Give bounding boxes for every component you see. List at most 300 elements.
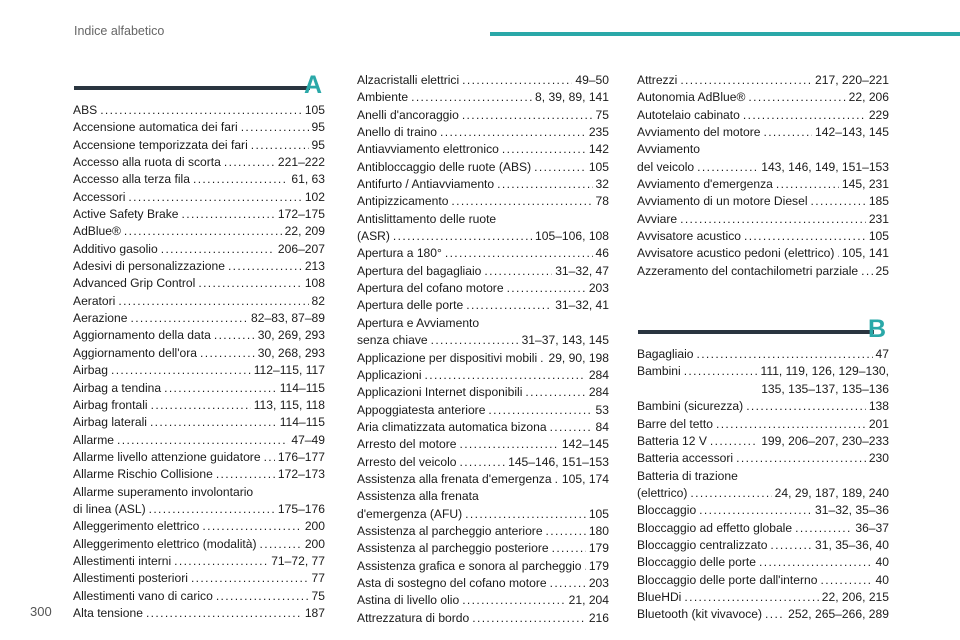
index-entry-term: ABS <box>73 103 98 117</box>
index-entry-term: Aeratori <box>73 293 116 308</box>
index-entry <box>637 193 889 210</box>
index-entry-term: Autonomia AdBlue® <box>637 90 746 105</box>
index-entry-pages: 200 <box>304 536 325 551</box>
dot-leader <box>182 206 275 223</box>
index-entry <box>637 572 889 589</box>
dot-leader <box>459 454 505 471</box>
dot-leader <box>690 485 771 502</box>
index-entry <box>357 350 609 367</box>
index-entry-term: Arresto del veicolo <box>357 454 457 469</box>
index-entry-term: Asta di sostegno del cofano motore <box>357 575 547 590</box>
index-entry <box>637 450 889 467</box>
dot-leader <box>161 241 275 258</box>
index-entry-term: Anelli d'ancoraggio <box>357 107 459 122</box>
index-entry <box>637 228 889 245</box>
dot-leader <box>224 154 275 171</box>
dot-leader <box>736 450 866 467</box>
index-entry <box>357 471 609 488</box>
index-entry-term: Allestimenti vano di carico <box>73 588 213 603</box>
index-entry-term: Alzacristalli elettrici <box>357 73 460 87</box>
section-letter: B <box>867 315 886 344</box>
index-entry-pages: 113, 115, 118 <box>253 397 325 412</box>
dot-leader <box>459 436 558 453</box>
index-entry-pages: 31–37, 143, 145 <box>521 333 609 348</box>
index-entry-term: (elettrico) <box>637 485 688 500</box>
index-entry <box>357 245 609 262</box>
index-entry <box>73 414 325 431</box>
index-entry <box>637 124 889 141</box>
index-entry <box>73 206 325 223</box>
index-entry-pages: 95 <box>311 120 325 135</box>
index-entry <box>73 171 325 188</box>
index-entry-pages: 31–32, 47 <box>555 263 609 278</box>
index-entry <box>73 570 325 587</box>
index-entry-term: Avviamento di un motore Diesel <box>637 194 808 209</box>
dot-leader <box>550 419 593 436</box>
index-entry-pages: 75 <box>311 588 325 603</box>
index-entry-term: Aria climatizzata automatica bizona <box>357 419 547 434</box>
index-entry-term: Assistenza al parcheggio posteriore <box>357 541 549 556</box>
index-entry-term: Aggiornamento dell'ora <box>73 345 197 360</box>
index-entry-term: Adesivi di personalizzazione <box>73 259 225 274</box>
index-entry-pages: 31–32, 41 <box>555 298 609 313</box>
dot-leader <box>445 245 593 262</box>
index-entry-term: Appoggiatesta anteriore <box>357 402 486 417</box>
dot-leader <box>193 171 288 188</box>
index-entry-pages: 49–50 <box>575 73 609 87</box>
index-entry <box>357 280 609 297</box>
index-entry <box>73 241 325 258</box>
dot-leader <box>759 554 873 571</box>
index-entry <box>357 540 609 557</box>
index-entry <box>357 402 609 419</box>
dot-leader <box>251 137 309 154</box>
index-entry-term: Avvisatore acustico <box>637 229 741 244</box>
index-entry <box>637 398 889 415</box>
index-entry-term: Attrezzatura di bordo <box>357 610 470 625</box>
index-entry-pages: 78 <box>595 194 609 209</box>
index-entry <box>73 397 325 414</box>
index-entry <box>357 228 609 245</box>
index-entry-term: Avvisatore acustico pedoni (elettrico) <box>637 246 835 261</box>
dot-leader <box>550 575 586 592</box>
index-entry-pages: 142 <box>588 142 609 157</box>
index-entry-pages: 179 <box>588 541 609 556</box>
index-entry-pages: 143, 146, 149, 151–153 <box>761 159 889 174</box>
index-entry-term: Bambini (sicurezza) <box>637 399 744 414</box>
index-entry <box>357 332 609 349</box>
index-entry-term: Apertura a 180° <box>357 246 442 261</box>
dot-leader <box>241 119 309 136</box>
index-entry <box>73 310 325 327</box>
index-entry <box>357 72 609 89</box>
index-entry-term: Advanced Grip Control <box>73 276 196 291</box>
dot-leader <box>124 223 282 240</box>
index-entry <box>73 102 325 119</box>
dot-leader <box>585 558 586 575</box>
dot-leader <box>555 471 559 488</box>
dot-leader <box>765 606 785 623</box>
index-entry <box>357 610 609 627</box>
index-entry <box>357 124 609 141</box>
index-entry-term: Applicazione per dispositivi mobili <box>357 350 538 365</box>
index-entry-term: Barre del tetto <box>637 416 713 431</box>
index-entry-pages: 105, 174 <box>561 471 609 486</box>
index-column-3 <box>637 72 889 624</box>
index-entry <box>73 189 325 206</box>
dot-leader <box>820 572 872 589</box>
index-entry <box>73 466 325 483</box>
index-entry-pages: 30, 269, 293 <box>257 328 325 343</box>
index-entry-pages: 284 <box>588 385 609 400</box>
dot-leader <box>146 605 302 622</box>
index-entry-term: Aggiornamento della data <box>73 328 211 343</box>
index-entry-term: Assistenza alla frenata d'emergenza <box>357 471 552 486</box>
index-entry-pages: 47–49 <box>291 432 325 447</box>
index-entry-term: Airbag a tendina <box>73 380 162 395</box>
dot-leader <box>744 228 866 245</box>
index-entry-pages: 199, 206–207, 230–233 <box>761 433 889 448</box>
index-entry <box>73 327 325 344</box>
dot-leader <box>763 124 812 141</box>
index-entry-pages: 36–37 <box>855 520 889 535</box>
index-entry-pages: 138 <box>868 399 889 414</box>
index-entry-term: Batteria 12 V <box>637 433 707 448</box>
index-entry-term: Batteria di trazione <box>637 468 738 483</box>
index-entry-term: Airbag frontali <box>73 397 148 412</box>
index-entry <box>73 223 325 240</box>
index-entry-pages: 77 <box>311 571 325 586</box>
dot-leader <box>462 107 593 124</box>
index-entry-pages: 142–143, 145 <box>815 125 889 140</box>
dot-leader <box>174 553 268 570</box>
index-entry-pages: 203 <box>588 575 609 590</box>
index-entry-pages: 114–115 <box>279 415 325 430</box>
index-entry-pages: 231 <box>868 211 889 226</box>
dot-leader <box>393 228 532 245</box>
index-entry-pages: 108 <box>304 276 325 291</box>
index-entry-pages: 22, 209 <box>284 224 325 239</box>
index-entry <box>73 553 325 570</box>
index-entry-term: Bloccaggio centralizzato <box>637 537 768 552</box>
index-entry-pages: 24, 29, 187, 189, 240 <box>774 485 889 500</box>
index-entry-term: Allarme <box>73 432 114 447</box>
dot-leader <box>198 275 301 292</box>
index-entry <box>73 119 325 136</box>
dot-leader <box>264 449 275 466</box>
dot-leader <box>149 501 275 518</box>
index-entry-term: del veicolo <box>637 159 695 174</box>
index-entry-pages: 201 <box>868 416 889 431</box>
index-entry <box>73 154 325 171</box>
index-entry-term: Arresto del motore <box>357 437 457 452</box>
index-entry <box>73 588 325 605</box>
index-entry-term: Bagagliaio <box>637 347 694 362</box>
index-entry-pages: 217, 220–221 <box>815 73 889 87</box>
index-entry <box>637 89 889 106</box>
index-entry-term: Astina di livello olio <box>357 593 460 608</box>
dot-leader <box>484 263 552 280</box>
index-entry-term: di linea (ASL) <box>73 501 146 516</box>
dot-leader <box>861 263 872 280</box>
index-entry <box>637 263 889 280</box>
dot-leader <box>743 107 866 124</box>
dot-leader <box>100 102 302 119</box>
index-entry-pages: 187 <box>304 605 325 620</box>
dot-leader <box>502 141 586 158</box>
index-entry-pages: 172–173 <box>277 467 325 482</box>
dot-leader <box>697 159 758 176</box>
index-entry <box>357 575 609 592</box>
index-entry <box>357 506 609 523</box>
index-entry <box>73 258 325 275</box>
dot-leader <box>684 363 758 380</box>
dot-leader <box>684 589 818 606</box>
index-entry-pages-continued: 135, 135–137, 135–136 <box>761 381 889 396</box>
index-entry <box>73 345 325 362</box>
dot-leader <box>534 159 586 176</box>
index-entry-pages: 213 <box>304 259 325 274</box>
index-entries <box>637 346 889 624</box>
index-entry-pages: 75 <box>595 107 609 122</box>
index-entry-pages: 112–115, 117 <box>253 363 325 378</box>
index-entry <box>73 293 325 310</box>
dot-leader <box>462 72 572 89</box>
index-entry-pages: 284 <box>588 367 609 382</box>
dot-leader <box>130 310 248 327</box>
index-entry-pages: 176–177 <box>277 449 325 464</box>
index-entry <box>357 419 609 436</box>
dot-leader <box>117 432 288 449</box>
dot-leader <box>151 397 251 414</box>
index-entry-pages: 31–32, 35–36 <box>815 503 889 518</box>
index-entry-term: Avviamento <box>637 142 700 157</box>
dot-leader <box>200 345 255 362</box>
index-entry-term: Anello di traino <box>357 125 438 140</box>
index-entry-term: Apertura e Avviamento <box>357 315 480 330</box>
index-entry-term: Ambiente <box>357 90 409 105</box>
index-entry-term: (ASR) <box>357 229 390 244</box>
index-entry-term: Airbag <box>73 363 108 378</box>
index-entry <box>357 454 609 471</box>
header-accent-bar <box>490 32 960 36</box>
index-entry <box>73 518 325 535</box>
index-entry <box>73 432 325 449</box>
index-entry-term: Attrezzi <box>637 73 678 87</box>
index-entry <box>73 605 325 622</box>
index-entry-term: Apertura del bagagliaio <box>357 263 482 278</box>
dot-leader <box>150 414 277 431</box>
index-entry-pages: 82 <box>311 293 325 308</box>
index-entry <box>357 89 609 106</box>
index-entry-pages: 40 <box>875 555 889 570</box>
dot-leader <box>228 258 302 275</box>
dot-leader <box>837 245 839 262</box>
index-entry <box>357 297 609 314</box>
section-header-a <box>73 72 325 98</box>
index-entry-pages: 230 <box>868 451 889 466</box>
index-entry <box>637 606 889 623</box>
index-entry-pages: 216 <box>588 610 609 625</box>
dot-leader <box>164 380 277 397</box>
index-entry-term: Assistenza grafica e sonora al parcheggio <box>357 558 582 573</box>
dot-leader <box>552 540 586 557</box>
index-entry-pages: 175–176 <box>277 501 325 516</box>
index-entry-term: Accessori <box>73 189 126 204</box>
dot-leader <box>680 211 866 228</box>
index-entry-pages: 46 <box>595 246 609 261</box>
index-entry-term: Allestimenti posteriori <box>73 571 188 586</box>
index-entry <box>637 211 889 228</box>
index-entry <box>637 554 889 571</box>
dot-leader <box>770 537 812 554</box>
index-entry-pages: 22, 206, 215 <box>821 589 889 604</box>
index-entry-pages: 82–83, 87–89 <box>251 311 325 326</box>
index-entry-pages: 32 <box>595 177 609 192</box>
dot-leader <box>128 189 301 206</box>
index-entry-pages: 145, 231 <box>841 177 889 192</box>
dot-leader <box>540 350 545 367</box>
index-entry <box>357 107 609 124</box>
index-entry-term: Bloccaggio delle porte <box>637 555 757 570</box>
index-entry-pages: 95 <box>311 137 325 152</box>
index-entry-term: Allestimenti interni <box>73 553 172 568</box>
index-entry-pages: 53 <box>595 402 609 417</box>
index-entry-pages: 40 <box>875 572 889 587</box>
index-entry <box>637 502 889 519</box>
index-entry <box>73 380 325 397</box>
index-entry-term: Antiavviamento elettronico <box>357 142 499 157</box>
index-column-2 <box>357 72 609 627</box>
index-entry <box>637 346 889 363</box>
dot-leader <box>260 536 302 553</box>
index-entry-pages: 105 <box>304 103 325 117</box>
dot-leader <box>497 176 592 193</box>
section-spacer <box>637 280 889 316</box>
index-entry-term: Applicazioni <box>357 367 422 382</box>
index-entry-term: Bambini <box>637 364 681 379</box>
index-entry-term: Antibloccaggio delle ruote (ABS) <box>357 159 532 174</box>
index-entry-term: Allarme livello attenzione guidatore <box>73 449 261 464</box>
index-entry-term: Antislittamento delle ruote <box>357 211 497 226</box>
index-entry-pages: 229 <box>868 107 889 122</box>
section-letter: A <box>303 71 322 99</box>
dot-leader <box>440 124 586 141</box>
index-entry-pages: 235 <box>588 125 609 140</box>
index-entry-pages: 25 <box>875 263 889 278</box>
dot-leader <box>451 193 592 210</box>
index-entry <box>357 436 609 453</box>
index-entry-term: Antipizzicamento <box>357 194 449 209</box>
dot-leader <box>472 610 586 627</box>
index-entry-pages: 200 <box>304 519 325 534</box>
dot-leader <box>466 297 552 314</box>
dot-leader <box>202 518 301 535</box>
dot-leader <box>191 570 309 587</box>
index-entry <box>73 137 325 154</box>
index-entry-pages: 221–222 <box>277 155 325 170</box>
index-entry-term: Active Safety Brake <box>73 207 179 222</box>
index-entry <box>73 501 325 518</box>
index-entry <box>73 362 325 379</box>
index-entry-term: Accesso alla ruota di scorta <box>73 155 221 170</box>
index-entries <box>637 72 889 280</box>
index-entry-term: Apertura delle porte <box>357 298 464 313</box>
index-entry-term: Avviamento d'emergenza <box>637 177 773 192</box>
dot-leader <box>465 506 586 523</box>
index-entry-term: Bloccaggio delle porte dall'interno <box>637 572 818 587</box>
index-entry <box>357 193 609 210</box>
index-entry-pages: 31, 35–36, 40 <box>815 537 889 552</box>
section-rule <box>638 330 874 334</box>
index-entry-term: Batteria accessori <box>637 451 734 466</box>
index-entry-term: Allarme superamento involontario <box>73 484 254 499</box>
dot-leader <box>546 523 586 540</box>
index-entry-pages: 47 <box>875 347 889 362</box>
index-entry-pages: 71–72, 77 <box>271 553 325 568</box>
dot-leader <box>462 592 565 609</box>
index-entry <box>357 523 609 540</box>
index-entry-term: Additivo gasolio <box>73 241 158 256</box>
dot-leader <box>696 346 872 363</box>
index-entry <box>637 159 889 176</box>
dot-leader <box>425 367 586 384</box>
index-entry-pages: 145–146, 151–153 <box>508 454 609 469</box>
index-entry <box>637 520 889 537</box>
index-entry-pages: 180 <box>588 523 609 538</box>
dot-leader <box>680 72 812 89</box>
dot-leader <box>699 502 812 519</box>
dot-leader <box>716 416 866 433</box>
index-entry-term: Bluetooth (kit vivavoce) <box>637 607 763 622</box>
index-entry-term: Allarme Rischio Collisione <box>73 467 213 482</box>
index-entry-term: Bloccaggio <box>637 503 697 518</box>
index-entry-pages: 252, 265–266, 289 <box>788 607 889 622</box>
index-entry <box>357 141 609 158</box>
index-entry-term: Assistenza alla frenata <box>357 489 479 504</box>
dot-leader <box>776 176 839 193</box>
index-entry <box>357 367 609 384</box>
index-entry-pages: 105 <box>588 506 609 521</box>
index-entry-term: BlueHDi <box>637 589 682 604</box>
dot-leader <box>214 327 255 344</box>
index-entry-pages: 206–207 <box>277 241 325 256</box>
dot-leader <box>746 398 866 415</box>
index-entry-term: Accensione temporizzata dei fari <box>73 137 248 152</box>
index-entry-pages: 105, 141 <box>841 246 889 261</box>
dot-leader <box>507 280 586 297</box>
index-entry <box>637 416 889 433</box>
index-entry-pages: 111, 119, 126, 129–130, <box>760 364 889 379</box>
dot-leader <box>525 384 585 401</box>
index-entry-pages: 105 <box>588 159 609 174</box>
index-entry-term: Accesso alla terza fila <box>73 172 190 187</box>
index-entry <box>637 107 889 124</box>
index-entry-term: Antifurto / Antiavviamento <box>357 177 495 192</box>
index-entry <box>73 275 325 292</box>
index-entry-pages: 8, 39, 89, 141 <box>535 90 609 105</box>
dot-leader <box>795 520 852 537</box>
index-entry-pages: 172–175 <box>277 207 325 222</box>
index-entry-term: Airbag laterali <box>73 415 147 430</box>
index-entry-term: Alleggerimento elettrico (modalità) <box>73 536 257 551</box>
index-entry-term: Avviare <box>637 211 678 226</box>
dot-leader <box>488 402 592 419</box>
dot-leader <box>118 293 308 310</box>
page-header-title: Indice alfabetico <box>74 24 165 38</box>
index-entry <box>73 449 325 466</box>
dot-leader <box>431 332 519 349</box>
